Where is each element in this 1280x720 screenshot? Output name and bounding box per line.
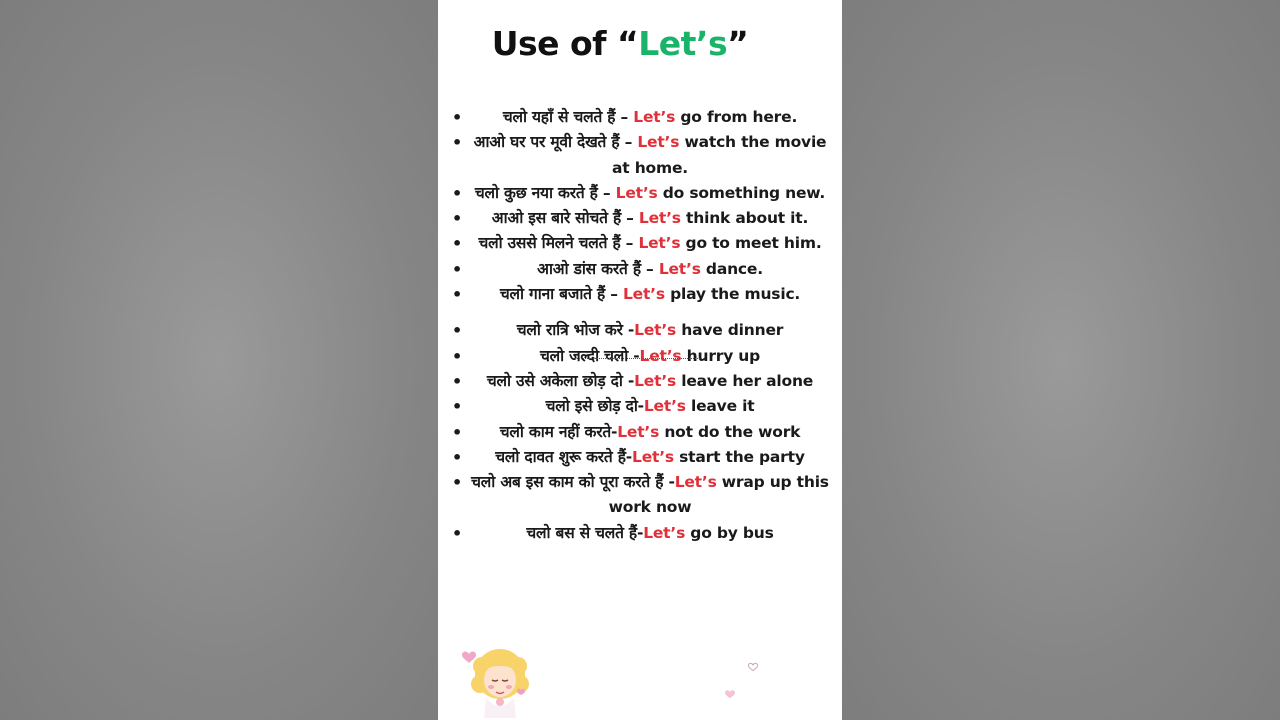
background-right	[842, 0, 1280, 720]
hindi-text: चलो रात्रि भोज करे -	[516, 321, 635, 340]
hindi-text: चलो अब इस काम को पूरा करते हैं -	[471, 473, 675, 492]
english-text: have dinner	[676, 321, 784, 340]
hindi-text: चलो कुछ नया करते हैं –	[474, 183, 616, 202]
list-item	[438, 521, 842, 546]
bullet-icon: •	[452, 321, 463, 341]
dotted-underline	[575, 358, 704, 359]
keyword-text: Let’s	[674, 473, 717, 492]
keyword-text: Let’s	[637, 133, 680, 152]
page-title	[438, 24, 802, 63]
bullet-icon: •	[452, 259, 463, 279]
hindi-text: चलो गाना बजाते हैं –	[499, 285, 623, 304]
hindi-text: चलो उससे मिलने चलते हैं –	[478, 234, 639, 253]
keyword-text: Let’s	[633, 108, 676, 126]
hindi-text: आओ इस बारे सोचते हैं –	[491, 209, 639, 228]
keyword-text: Let’s	[639, 346, 682, 365]
hindi-text: चलो जल्दी चलो -	[539, 346, 640, 365]
english-text: think about it.	[680, 209, 809, 228]
english-text: hurry up	[681, 346, 761, 365]
keyword-text: Let’s	[617, 422, 660, 441]
english-text: watch the movie at home.	[612, 133, 827, 177]
keyword-text: Let’s	[638, 209, 681, 228]
bullet-icon: •	[452, 473, 463, 493]
bullet-icon: •	[452, 447, 463, 467]
decor-area	[438, 640, 842, 720]
keyword-text: Let’s	[634, 371, 677, 390]
heart-icon	[749, 663, 758, 670]
hindi-text: चलो दावत शुरू करते हैं-	[495, 447, 633, 466]
bullet-icon: •	[452, 397, 463, 417]
list-item	[438, 282, 842, 307]
list-item	[438, 318, 842, 343]
list-item	[438, 394, 842, 419]
bullet-icon: •	[452, 523, 463, 543]
english-text: not do the work	[659, 422, 801, 441]
hindi-text: चलो बस से चलते हैं-	[526, 523, 644, 542]
list-item	[438, 445, 842, 470]
hindi-text: चलो यहाँ से चलते हैं –	[502, 108, 634, 126]
keyword-text: Let’s	[622, 285, 665, 304]
english-text: go from here.	[675, 108, 798, 126]
keyword-text: Let’s	[632, 447, 674, 466]
background-left	[0, 0, 438, 720]
hindi-text: चलो इसे छोड़ दो-	[545, 397, 644, 416]
heart-icon	[462, 651, 476, 663]
title-suffix: ”	[727, 24, 749, 63]
english-text: leave her alone	[676, 371, 814, 390]
bullet-icon: •	[452, 234, 463, 254]
bullet-icon: •	[452, 183, 463, 203]
english-text: start the party	[673, 447, 805, 466]
keyword-text: Let’s	[615, 183, 658, 202]
list-item	[438, 206, 842, 231]
keyword-text: Let’s	[643, 397, 686, 416]
english-text: go by bus	[685, 523, 774, 542]
bullet-icon: •	[452, 108, 463, 127]
bullet-icon: •	[452, 285, 463, 305]
english-text: leave it	[685, 397, 755, 416]
english-text: dance.	[700, 259, 763, 278]
list-item	[438, 231, 842, 256]
bullet-icon: •	[452, 209, 463, 229]
hindi-text: चलो उसे अकेला छोड़ दो -	[486, 371, 635, 390]
keyword-text: Let’s	[643, 523, 686, 542]
hindi-text: आओ डांस करते हैं –	[537, 259, 659, 278]
list-item	[438, 105, 842, 130]
list-item	[438, 344, 842, 369]
content-card	[438, 0, 842, 720]
english-text: do something new.	[657, 183, 826, 202]
phrase-list	[438, 105, 842, 546]
english-text: play the music.	[664, 285, 801, 304]
bullet-icon: •	[452, 371, 463, 391]
list-item	[438, 470, 842, 521]
heart-icon	[725, 690, 735, 698]
keyword-text: Let’s	[658, 259, 701, 278]
keyword-text: Let’s	[638, 234, 681, 253]
title-highlight: Let’s	[638, 24, 728, 63]
bullet-icon: •	[452, 133, 463, 153]
bullet-icon: •	[452, 422, 463, 442]
english-text: wrap up this work now	[608, 473, 829, 517]
list-item	[438, 181, 842, 206]
bullet-icon: •	[452, 346, 463, 366]
list-item	[438, 420, 842, 445]
girl-with-hearts-illustration	[471, 649, 529, 718]
list-item	[438, 369, 842, 394]
english-text: go to meet him.	[680, 234, 822, 253]
title-prefix: Use of “	[491, 24, 639, 63]
hindi-text: आओ घर पर मूवी देखते हैं –	[473, 133, 638, 152]
list-item	[438, 257, 842, 282]
list-item	[438, 130, 842, 181]
hindi-text: चलो काम नहीं करते-	[499, 422, 618, 441]
keyword-text: Let’s	[634, 321, 677, 340]
